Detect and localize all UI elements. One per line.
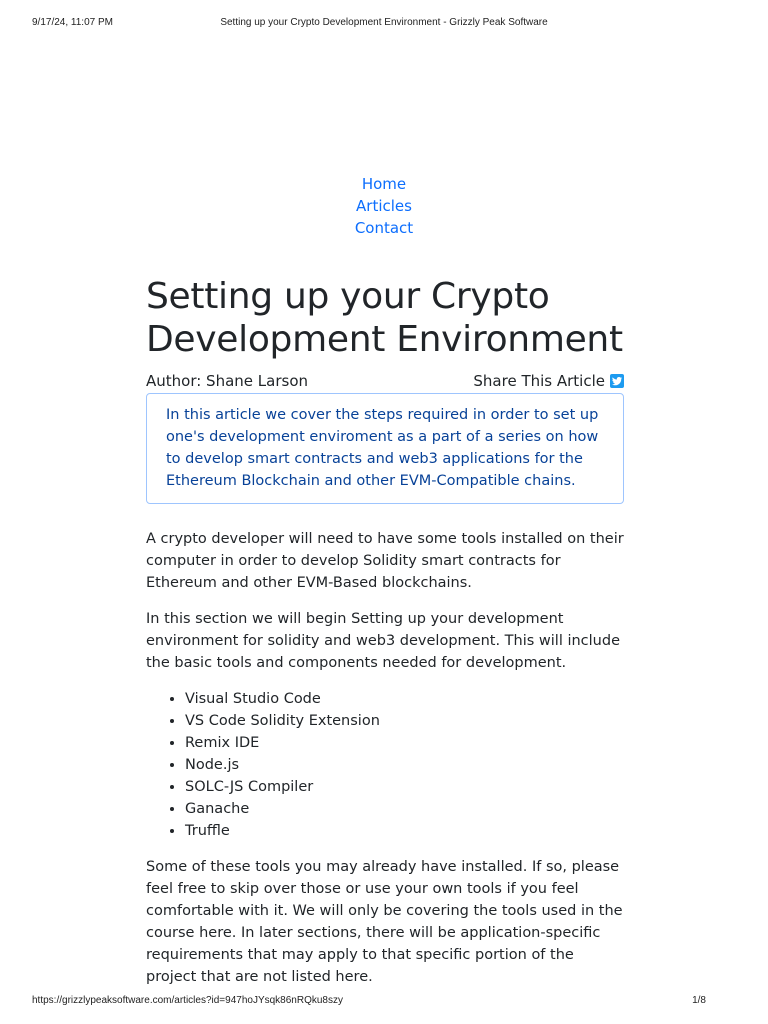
- list-item: • Ganache: [185, 798, 624, 820]
- list-item: • Node.js: [185, 754, 624, 776]
- list-item: • VS Code Solidity Extension: [185, 710, 624, 732]
- print-page-number: 1/8: [692, 995, 706, 1006]
- paragraph-setup: In this section we will begin Setting up your development environment for solidity and web3 development. This will include the basic tools and components needed for development.: [146, 611, 620, 671]
- article: [146, 275, 624, 988]
- twitter-square-icon[interactable]: [610, 374, 624, 388]
- print-page-title: Setting up your Crypto Development Environment - Grizzly Peak Software: [220, 17, 548, 28]
- main-nav: [0, 173, 768, 239]
- paragraph-closing: Some of these tools you may already have installed. If so, please feel free to skip over those or use your own tools if you feel comfortable with it. We will only be covering the tools used in the course here. In later sections, there will be application-specific requirements that may apply to that specific portion of the project that are not listed here.: [146, 859, 623, 985]
- article-meta: [146, 370, 624, 392]
- nav-articles-link[interactable]: Articles: [356, 197, 412, 215]
- article-summary: In this article we cover the steps required in order to set up one's development enviroment as a part of a series on how to develop smart contracts and web3 applications for the Ethereum Blockchain and other EVM-Compatible chains.: [146, 393, 624, 504]
- share-article-link[interactable]: [473, 370, 624, 392]
- article-author: Author: Shane Larson: [146, 372, 308, 390]
- article-title: Setting up your Crypto Development Environment: [146, 276, 623, 360]
- print-header: [32, 17, 736, 31]
- paragraph-intro: A crypto developer will need to have some tools installed on their computer in order to develop Solidity smart contracts for Ethereum and other EVM-Based blockchains.: [146, 531, 624, 591]
- list-item: • Remix IDE: [185, 732, 624, 754]
- print-url: https://grizzlypeaksoftware.com/articles?id=947hoJYsqk86nRQku8szy: [32, 995, 343, 1006]
- share-label: Share This Article: [473, 372, 605, 390]
- list-item: • Truffle: [185, 820, 624, 842]
- print-datetime: 9/17/24, 11:07 PM: [32, 17, 113, 28]
- list-item: • Visual Studio Code: [185, 688, 624, 710]
- nav-home-link[interactable]: Home: [361, 175, 407, 193]
- print-footer: [32, 995, 736, 1009]
- list-item: • SOLC-JS Compiler: [185, 776, 624, 798]
- nav-contact-link[interactable]: Contact: [354, 219, 414, 237]
- tools-list: [146, 688, 624, 842]
